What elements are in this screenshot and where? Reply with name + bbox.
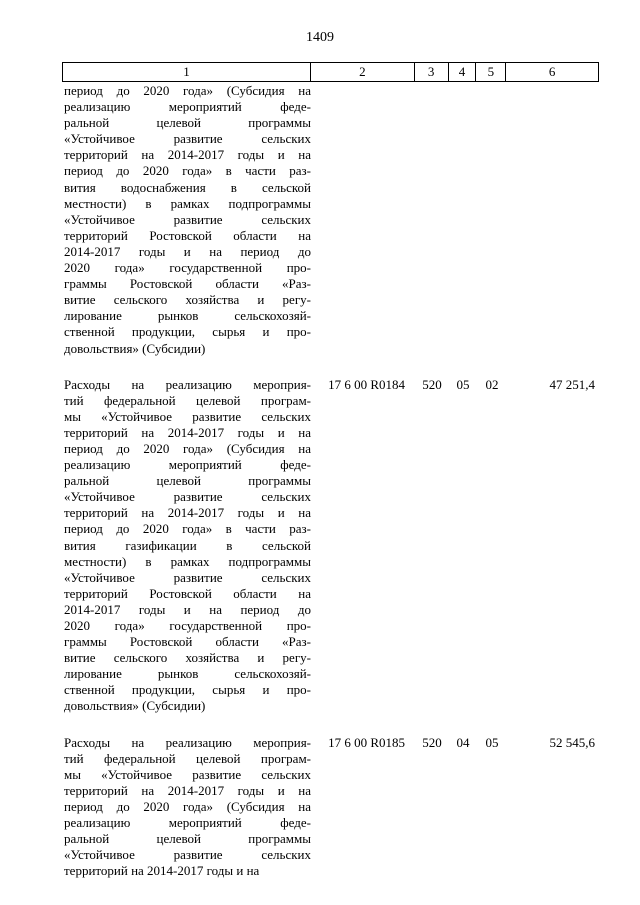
description-line: реализацию мероприятий феде- (64, 815, 311, 831)
row-description (62, 735, 311, 880)
description-line: ральной целевой программы (64, 831, 311, 847)
row-col-5: 05 (485, 734, 499, 750)
description-line: граммы Ростовской области «Раз- (64, 276, 311, 292)
description-line: витие сельского хозяйства и регу- (64, 650, 311, 666)
description-line: период до 2020 года» в части раз- (64, 163, 311, 179)
row-col-3: 520 (422, 376, 442, 392)
description-line: лирование рынков сельскохозяй- (64, 666, 311, 682)
table-row (62, 83, 599, 357)
row-col-4: 04 (456, 734, 470, 750)
description-line: местности) в рамках подпрограммы (64, 195, 311, 211)
description-line: лирование рынков сельскохозяй- (64, 308, 311, 324)
description-line: ральной целевой программы (64, 473, 311, 489)
description-line: период до 2020 года» (Субсидия на (64, 440, 311, 456)
description-line: витие сельского хозяйства и регу- (64, 292, 311, 308)
description-line: довольствия» (Субсидии) (64, 698, 206, 714)
row-amount (507, 83, 599, 357)
description-line: местности) в рамках подпрограммы (64, 553, 311, 569)
row-amount: 47 251,4 (549, 376, 595, 392)
description-line: период до 2020 года» (Субсидия на (64, 83, 311, 98)
table-body (62, 83, 599, 879)
description-line: Расходы на реализацию мероприя- (64, 734, 311, 750)
description-line: ственной продукции, сырья и про- (64, 324, 311, 340)
row-description (62, 83, 311, 357)
row-spacer (62, 357, 599, 377)
description-line: реализацию мероприятий феде- (64, 99, 311, 115)
row-col-5: 02 (485, 376, 499, 392)
row-code: 17 6 00 R0184 (328, 376, 405, 392)
header-col-3: 3 (415, 63, 449, 81)
description-line: «Устойчивое развитие сельских (64, 211, 311, 227)
description-line: ральной целевой программы (64, 115, 311, 131)
description-line: территорий на 2014-2017 годы и на (64, 505, 311, 521)
description-line: реализацию мероприятий феде- (64, 457, 311, 473)
description-line: период до 2020 года» (Субсидия на (64, 798, 311, 814)
description-line: Расходы на реализацию мероприя- (64, 376, 311, 392)
description-line: «Устойчивое развитие сельских (64, 847, 311, 863)
description-line: территорий на 2014-2017 годы и на (64, 863, 260, 879)
page-number: 1409 (306, 30, 334, 45)
description-line: территорий на 2014-2017 годы и на (64, 782, 311, 798)
description-line: «Устойчивое развитие сельских (64, 489, 311, 505)
description-line: 2020 года» государственной про- (64, 618, 311, 633)
description-line: территорий на 2014-2017 годы и на (64, 424, 311, 440)
description-line: вития газификации в сельской (64, 537, 311, 553)
description-line: тий федеральной целевой програм- (64, 750, 311, 766)
description-line: период до 2020 года» в части раз- (64, 521, 311, 537)
description-line: «Устойчивое развитие сельских (64, 131, 311, 147)
description-line: «Устойчивое развитие сельских (64, 569, 311, 585)
description-line: 2014-2017 годы и на период до (64, 243, 311, 259)
header-col-1: 1 (63, 63, 311, 81)
description-line: мы «Устойчивое развитие сельских (64, 766, 311, 782)
row-col-5 (477, 83, 507, 357)
description-line: 2020 года» государственной про- (64, 260, 311, 276)
description-line: территорий Ростовской области на (64, 227, 311, 243)
description-line: вития водоснабжения в сельской (64, 179, 311, 195)
table-header (62, 62, 599, 82)
description-line: тий федеральной целевой програм- (64, 392, 311, 408)
row-col-3 (415, 83, 449, 357)
description-line: территорий на 2014-2017 годы и на (64, 147, 311, 163)
row-col-4 (449, 83, 477, 357)
description-line: территорий Ростовской области на (64, 585, 311, 601)
description-line: граммы Ростовской области «Раз- (64, 634, 311, 650)
description-line: довольствия» (Субсидии) (64, 340, 206, 356)
header-col-6: 6 (548, 64, 556, 79)
row-code (311, 83, 415, 357)
table-row (62, 377, 599, 715)
description-line: ственной продукции, сырья и про- (64, 682, 311, 698)
header-col-2: 2 (311, 63, 415, 81)
header-col-5: 5 (476, 63, 506, 81)
row-col-4: 05 (456, 376, 470, 392)
description-line: мы «Устойчивое развитие сельских (64, 408, 311, 424)
header-col-4: 4 (449, 63, 477, 81)
table-row (62, 735, 599, 880)
row-amount: 52 545,6 (549, 734, 595, 750)
row-description (62, 377, 311, 715)
row-code: 17 6 00 R0185 (328, 734, 405, 750)
row-col-3: 520 (422, 734, 442, 750)
description-line: 2014-2017 годы и на период до (64, 601, 311, 617)
row-spacer (62, 715, 599, 735)
